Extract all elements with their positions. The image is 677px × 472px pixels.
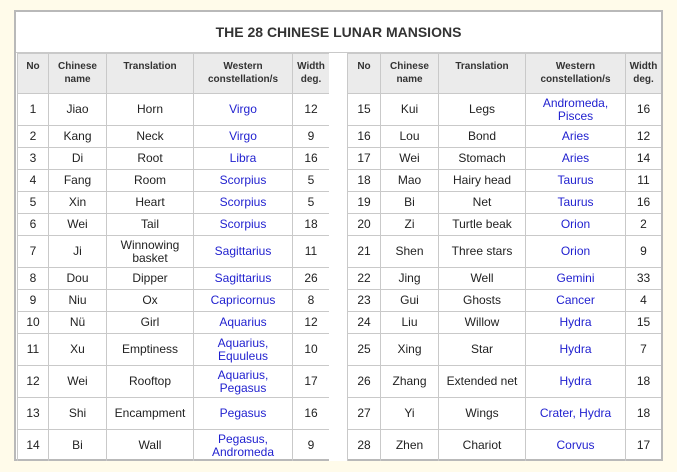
chinese-name-cell: Yi <box>380 397 438 429</box>
mansion-number-cell: 7 <box>17 235 48 267</box>
mansion-number-cell: 4 <box>17 169 48 191</box>
chinese-name-cell: Xing <box>380 333 438 365</box>
translation-cell: Horn <box>106 93 193 125</box>
chinese-name-cell: Nü <box>48 311 106 333</box>
translation-cell: Heart <box>106 191 193 213</box>
mansion-number-cell: 19 <box>347 191 380 213</box>
width-degrees-cell: 8 <box>292 289 329 311</box>
mansion-number-cell: 8 <box>17 267 48 289</box>
western-constellation-cell: Taurus <box>525 191 625 213</box>
chinese-name-cell: Wei <box>380 147 438 169</box>
table-row <box>17 289 661 311</box>
mansion-number-cell: 12 <box>17 365 48 397</box>
mansion-number-cell: 10 <box>17 311 48 333</box>
western-constellation-cell: Virgo <box>193 125 292 147</box>
table-row <box>17 93 661 125</box>
width-degrees-cell: 18 <box>625 397 661 429</box>
width-degrees-cell: 16 <box>625 191 661 213</box>
translation-cell: Rooftop <box>106 365 193 397</box>
width-degrees-cell: 5 <box>292 191 329 213</box>
western-constellation-cell: Hydra <box>525 311 625 333</box>
chinese-name-cell: Niu <box>48 289 106 311</box>
table-row <box>17 191 661 213</box>
header-row <box>17 53 661 93</box>
translation-cell: Legs <box>438 93 525 125</box>
chinese-name-cell: Fang <box>48 169 106 191</box>
western-constellation-cell: Capricornus <box>193 289 292 311</box>
western-constellation-cell: Aquarius, Equuleus <box>193 333 292 365</box>
western-constellation-cell: Sagittarius <box>193 267 292 289</box>
translation-cell: Chariot <box>438 429 525 461</box>
translation-cell: Winnowing basket <box>106 235 193 267</box>
translation-cell: Root <box>106 147 193 169</box>
table-row <box>17 235 661 267</box>
column-gap <box>329 429 347 461</box>
western-constellation-cell: Taurus <box>525 169 625 191</box>
mansion-number-cell: 22 <box>347 267 380 289</box>
western-constellation-cell: Scorpius <box>193 169 292 191</box>
mansion-number-cell: 1 <box>17 93 48 125</box>
translation-cell: Wall <box>106 429 193 461</box>
western-constellation-cell: Cancer <box>525 289 625 311</box>
western-constellation-cell: Hydra <box>525 365 625 397</box>
width-degrees-cell: 12 <box>625 125 661 147</box>
mansion-number-cell: 28 <box>347 429 380 461</box>
chinese-name-cell: Liu <box>380 311 438 333</box>
western-constellation-cell: Aquarius, Pegasus <box>193 365 292 397</box>
table-row <box>17 429 661 461</box>
western-constellation-cell: Sagittarius <box>193 235 292 267</box>
table-row <box>17 311 661 333</box>
mansion-number-cell: 11 <box>17 333 48 365</box>
header-translation: Translation <box>438 53 525 93</box>
western-constellation-cell: Pegasus <box>193 397 292 429</box>
width-degrees-cell: 14 <box>625 147 661 169</box>
chinese-name-cell: Dou <box>48 267 106 289</box>
column-gap <box>329 397 347 429</box>
column-gap <box>329 147 347 169</box>
western-constellation-cell: Scorpius <box>193 191 292 213</box>
width-degrees-cell: 2 <box>625 213 661 235</box>
table-row <box>17 169 661 191</box>
width-degrees-cell: 17 <box>292 365 329 397</box>
mansion-number-cell: 9 <box>17 289 48 311</box>
translation-cell: Tail <box>106 213 193 235</box>
width-degrees-cell: 9 <box>292 125 329 147</box>
mansion-number-cell: 24 <box>347 311 380 333</box>
translation-cell: Three stars <box>438 235 525 267</box>
width-degrees-cell: 5 <box>292 169 329 191</box>
column-gap <box>329 267 347 289</box>
translation-cell: Ox <box>106 289 193 311</box>
width-degrees-cell: 9 <box>292 429 329 461</box>
mansion-number-cell: 2 <box>17 125 48 147</box>
translation-cell: Ghosts <box>438 289 525 311</box>
width-degrees-cell: 33 <box>625 267 661 289</box>
mansion-number-cell: 26 <box>347 365 380 397</box>
western-constellation-cell: Corvus <box>525 429 625 461</box>
width-degrees-cell: 16 <box>292 397 329 429</box>
table-title: THE 28 CHINESE LUNAR MANSIONS <box>16 12 661 53</box>
mansion-number-cell: 15 <box>347 93 380 125</box>
header-no: No <box>17 53 48 93</box>
width-degrees-cell: 11 <box>625 169 661 191</box>
width-degrees-cell: 26 <box>292 267 329 289</box>
western-constellation-cell: Virgo <box>193 93 292 125</box>
translation-cell: Bond <box>438 125 525 147</box>
chinese-name-cell: Xu <box>48 333 106 365</box>
column-gap <box>329 365 347 397</box>
translation-cell: Neck <box>106 125 193 147</box>
column-gap <box>329 333 347 365</box>
width-degrees-cell: 18 <box>292 213 329 235</box>
western-constellation-cell: Orion <box>525 235 625 267</box>
mansion-number-cell: 23 <box>347 289 380 311</box>
chinese-name-cell: Di <box>48 147 106 169</box>
chinese-name-cell: Wei <box>48 213 106 235</box>
mansion-number-cell: 3 <box>17 147 48 169</box>
chinese-name-cell: Wei <box>48 365 106 397</box>
western-constellation-cell: Hydra <box>525 333 625 365</box>
western-constellation-cell: Pegasus, Andromeda <box>193 429 292 461</box>
width-degrees-cell: 17 <box>625 429 661 461</box>
translation-cell: Encampment <box>106 397 193 429</box>
column-gap <box>329 93 347 125</box>
column-gap <box>329 125 347 147</box>
mansion-number-cell: 27 <box>347 397 380 429</box>
header-translation: Translation <box>106 53 193 93</box>
mansion-number-cell: 16 <box>347 125 380 147</box>
width-degrees-cell: 4 <box>625 289 661 311</box>
chinese-name-cell: Zi <box>380 213 438 235</box>
translation-cell: Star <box>438 333 525 365</box>
chinese-name-cell: Kang <box>48 125 106 147</box>
chinese-name-cell: Kui <box>380 93 438 125</box>
chinese-name-cell: Shen <box>380 235 438 267</box>
header-chinese-name: Chinese name <box>48 53 106 93</box>
translation-cell: Turtle beak <box>438 213 525 235</box>
translation-cell: Emptiness <box>106 333 193 365</box>
table-row <box>17 213 661 235</box>
translation-cell: Wings <box>438 397 525 429</box>
translation-cell: Dipper <box>106 267 193 289</box>
chinese-name-cell: Bi <box>48 429 106 461</box>
western-constellation-cell: Libra <box>193 147 292 169</box>
mansion-number-cell: 18 <box>347 169 380 191</box>
chinese-name-cell: Zhang <box>380 365 438 397</box>
chinese-name-cell: Jiao <box>48 93 106 125</box>
translation-cell: Girl <box>106 311 193 333</box>
mansion-number-cell: 20 <box>347 213 380 235</box>
width-degrees-cell: 12 <box>292 311 329 333</box>
header-chinese-name: Chinese name <box>380 53 438 93</box>
chinese-name-cell: Lou <box>380 125 438 147</box>
column-gap <box>329 213 347 235</box>
western-constellation-cell: Scorpius <box>193 213 292 235</box>
mansions-table <box>17 53 661 461</box>
width-degrees-cell: 10 <box>292 333 329 365</box>
width-degrees-cell: 12 <box>292 93 329 125</box>
column-gap <box>329 289 347 311</box>
table-row <box>17 267 661 289</box>
chinese-name-cell: Jing <box>380 267 438 289</box>
mansions-table-frame <box>14 10 663 461</box>
chinese-name-cell: Ji <box>48 235 106 267</box>
chinese-name-cell: Mao <box>380 169 438 191</box>
translation-cell: Hairy head <box>438 169 525 191</box>
width-degrees-cell: 15 <box>625 311 661 333</box>
width-degrees-cell: 18 <box>625 365 661 397</box>
mansion-number-cell: 25 <box>347 333 380 365</box>
width-degrees-cell: 7 <box>625 333 661 365</box>
translation-cell: Willow <box>438 311 525 333</box>
header-no: No <box>347 53 380 93</box>
translation-cell: Well <box>438 267 525 289</box>
translation-cell: Stomach <box>438 147 525 169</box>
western-constellation-cell: Aquarius <box>193 311 292 333</box>
width-degrees-cell: 16 <box>292 147 329 169</box>
table-row <box>17 147 661 169</box>
header-width: Width deg. <box>292 53 329 93</box>
table-row <box>17 125 661 147</box>
mansion-number-cell: 5 <box>17 191 48 213</box>
column-gap <box>329 53 347 93</box>
mansion-number-cell: 13 <box>17 397 48 429</box>
column-gap <box>329 191 347 213</box>
western-constellation-cell: Orion <box>525 213 625 235</box>
mansion-number-cell: 17 <box>347 147 380 169</box>
chinese-name-cell: Shi <box>48 397 106 429</box>
table-row <box>17 397 661 429</box>
chinese-name-cell: Gui <box>380 289 438 311</box>
western-constellation-cell: Crater, Hydra <box>525 397 625 429</box>
western-constellation-cell: Aries <box>525 147 625 169</box>
western-constellation-cell: Aries <box>525 125 625 147</box>
width-degrees-cell: 16 <box>625 93 661 125</box>
width-degrees-cell: 9 <box>625 235 661 267</box>
header-width: Width deg. <box>625 53 661 93</box>
chinese-name-cell: Xin <box>48 191 106 213</box>
western-constellation-cell: Andromeda, Pisces <box>525 93 625 125</box>
translation-cell: Net <box>438 191 525 213</box>
header-western-constellation: Western constellation/s <box>193 53 292 93</box>
column-gap <box>329 235 347 267</box>
western-constellation-cell: Gemini <box>525 267 625 289</box>
header-western-constellation: Western constellation/s <box>525 53 625 93</box>
chinese-name-cell: Zhen <box>380 429 438 461</box>
column-gap <box>329 311 347 333</box>
width-degrees-cell: 11 <box>292 235 329 267</box>
table-row <box>17 365 661 397</box>
mansion-number-cell: 14 <box>17 429 48 461</box>
table-row <box>17 333 661 365</box>
chinese-name-cell: Bi <box>380 191 438 213</box>
translation-cell: Room <box>106 169 193 191</box>
mansion-number-cell: 21 <box>347 235 380 267</box>
translation-cell: Extended net <box>438 365 525 397</box>
column-gap <box>329 169 347 191</box>
mansion-number-cell: 6 <box>17 213 48 235</box>
